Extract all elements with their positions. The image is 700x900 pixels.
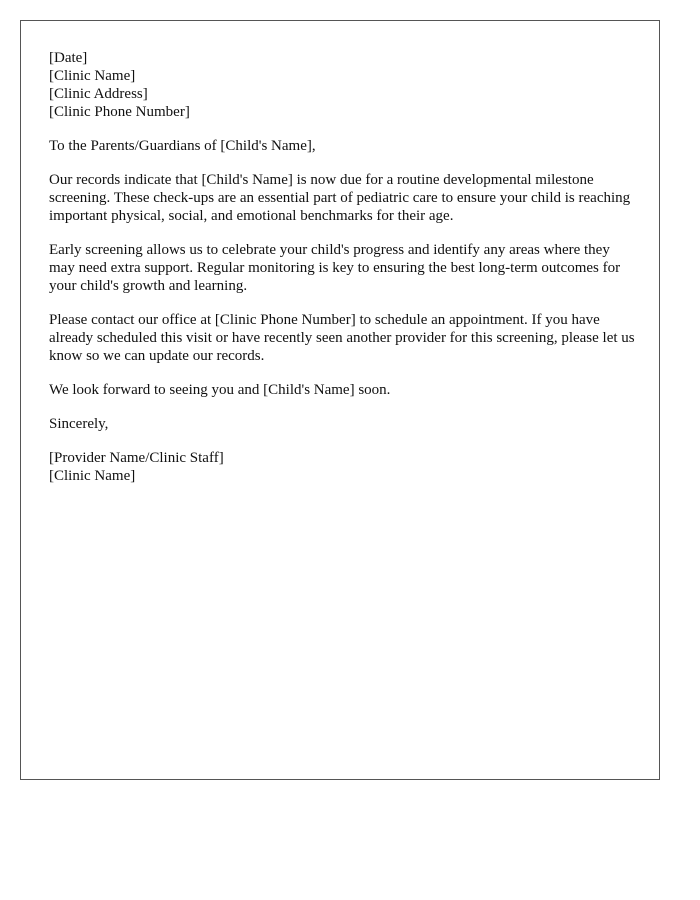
signature-name: [Provider Name/Clinic Staff]: [49, 450, 224, 466]
closing: Sincerely,: [49, 416, 109, 432]
letter-body: [49, 49, 639, 501]
salutation: To the Parents/Guardians of [Child's Name],: [49, 138, 316, 154]
paragraph-look-forward: We look forward to seeing you and [Child's Name] soon.: [49, 382, 391, 398]
signature-clinic: [Clinic Name]: [49, 468, 136, 484]
signature-block: [49, 449, 639, 485]
clinic-name-line: [Clinic Name]: [49, 68, 136, 84]
paragraph-contact-office: Please contact our office at [Clinic Phone Number] to schedule an appointment. If you have already scheduled this visit or have recently seen another provider for this screening, please let us know so we can update our records.: [49, 312, 635, 364]
paragraph-screening-due: Our records indicate that [Child's Name] is now due for a routine developmental milestone screening. These check-ups are an essential part of pediatric care to ensure your child is reaching important physical, social, and emotional benchmarks for their age.: [49, 172, 631, 224]
date-line: [Date]: [49, 50, 88, 66]
clinic-phone-line: [Clinic Phone Number]: [49, 104, 190, 120]
paragraph-early-screening: Early screening allows us to celebrate your child's progress and identify any areas where they may need extra support. Regular monitoring is key to ensuring the best long-term outcomes for your child's growth and learning.: [49, 242, 621, 294]
letter-page: [20, 20, 660, 780]
clinic-address-line: [Clinic Address]: [49, 86, 148, 102]
letter-header: [49, 49, 639, 121]
